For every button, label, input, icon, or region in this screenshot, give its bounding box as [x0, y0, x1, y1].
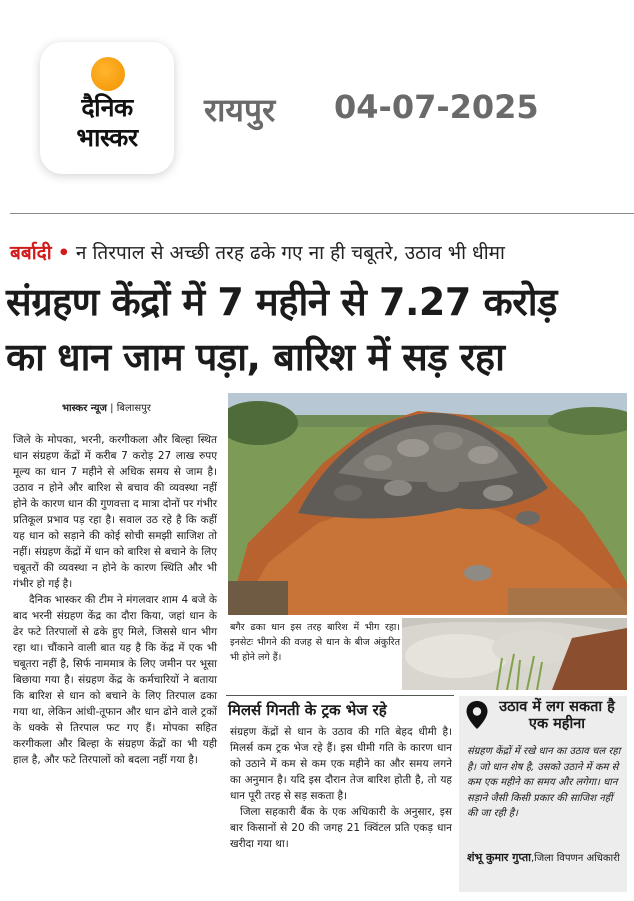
logo-sun-icon [91, 57, 125, 91]
paddy-heap-photo [228, 393, 627, 615]
dainik-bhaskar-logo [40, 42, 174, 174]
paddy-heap-illustration [228, 393, 627, 615]
kicker-bullet: • [57, 242, 70, 264]
body-column-middle [230, 724, 452, 852]
byline-source: भास्कर न्यूज [62, 403, 107, 414]
body-paragraph-3: संग्रहण केंद्रों से धान के उठाव की गति बेहद धीमी है। मिलर्स कम ट्रक भेज रहे हैं। इस धीमी गति के कारण धान को उठाने में कम से कम एक महीने का और समय लगने का अनुमान है। यदि इस दौरान तेज बारिश होती है, तो यह धान पूरी तरह से सड़ सकता है। [230, 726, 452, 802]
body-column-left [13, 432, 217, 768]
body-paragraph-1: जिले के मोपका, भरनी, करगीकला और बिल्हा स्थित धान संग्रहण केंद्रों में करीब 7 करोड़ 27 लाख रुपए मूल्य का धान 7 महीने से अधिक समय से जाम है। उठाव न होने और बारिश से बचाव की व्यवस्था नहीं होने के कारण धान की गुणवत्ता द मात्रा दोनों पर गंभीर प्रतिकूल प्रभाव पड़ रहा है। सवाल उठ रहे है कि कहीं यह धान को सड़ाने की कोई सोची समझी साजिश तो नहीं। संग्रहण केंद्रों में धान को बारिश से बचाने के लिए चबूतरों की व्यवस्था न होने के कारण स्थिति और भी गंभीर हो गई है। [13, 434, 217, 590]
sidebar-speaker [467, 850, 625, 866]
edition-date: 04-07-2025 [334, 88, 539, 126]
kicker-line [10, 241, 505, 265]
photo-caption: बगैर ढका धान इस तरह बारिश में भीग रहा। इनसेटः भीगने की वजह से धान के बीज अंकुरित भी होने लगे हैं। [230, 622, 400, 663]
body-paragraph-2: दैनिक भास्कर की टीम ने मंगलवार शाम 4 बजे के बाद भरनी संग्रहण केंद्र का दौरा किया, जहां धान के ढेर फटे तिरपालों से ढके हुए मिले, जिससे धान भीग रहा था। चौंकाने वाली बात यह है कि केंद्र में एक भी चबूतरा नहीं है, सिर्फ नाममात्र के लिए जमीन पर भूसा बिछाया गया है। संग्रहण केंद्र के कर्मचारियों ने बताया कि बारिश से धान को बचाने के लिए तिरपाल ढका गया था, लेकिन आंधी-तूफान और धान ढोने वाले ट्रकों के धक्के से तिरपाल फट गए हैं। मोपका सहित करगीकला और बिल्हा के संग्रहण केंद्रों का भी यही हाल है, और फटे तिरपालों को बदला नहीं गया है। [13, 594, 217, 766]
logo-word-dainik: दैनिक [81, 93, 133, 122]
sprouting-paddy-inset-photo [402, 618, 627, 690]
speaker-name: शंभू कुमार गुप्ता [467, 851, 531, 864]
mid-section-divider [226, 695, 454, 696]
sprouting-paddy-illustration [402, 618, 627, 690]
official-quote-box [459, 696, 627, 892]
location-pin-icon [465, 700, 489, 730]
kicker-text: न तिरपाल से अच्छी तरह ढके गए ना ही चबूतरे, उठाव भी धीमा [75, 242, 505, 264]
edition-city: रायपुर [204, 91, 276, 129]
header-divider [10, 213, 634, 214]
speaker-role: ,जिला विपणन अधिकारी [530, 853, 620, 864]
byline [62, 400, 151, 414]
headline-line-2: का धान जाम पड़ा, बारिश में सड़ रहा [6, 335, 505, 379]
byline-place: बिलासपुर [116, 403, 151, 414]
kicker-label: बर्बादी [10, 242, 52, 264]
byline-separator: | [110, 403, 114, 414]
body-paragraph-4: जिला सहकारी बैंक के एक अधिकारी के अनुसार, इस बार किसानों से 20 की जगह 21 क्विंटल प्रति एकड़ धान खरीदा गया था। [230, 806, 452, 850]
sidebar-quote: संग्रहण केंद्रों में रखे धान का उठाव चल रहा है। जो धान शेष है, उसको उठाने में कम से कम एक महीने का समय और लगेगा। धान सड़ाने जैसी किसी प्रकार की साजिश नहीं की जा रही है। [467, 746, 621, 819]
subheading-millers: मिलर्स गिनती के ट्रक भेज रहे [228, 701, 387, 719]
headline-line-1: संग्रहण केंद्रों में 7 महीने से 7.27 करोड़ [6, 280, 557, 324]
logo-word-bhaskar: भास्कर [76, 123, 138, 152]
sidebar-title: उठाव में लग सकता है एक महीना [499, 699, 615, 732]
